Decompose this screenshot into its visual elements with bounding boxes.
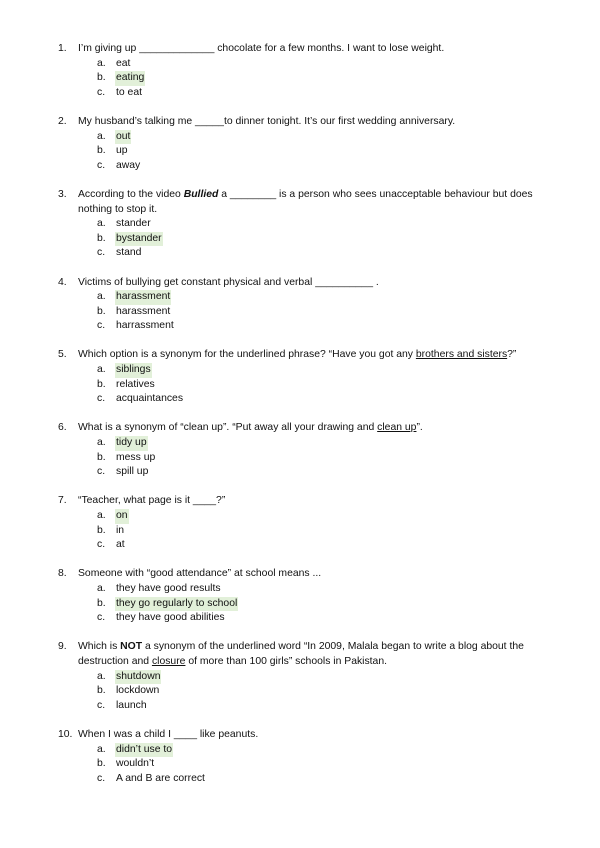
option-text: up: [116, 145, 128, 157]
answer-option: [97, 57, 558, 72]
option-letter: b.: [97, 378, 106, 390]
question-text: [78, 728, 558, 743]
question-text-part: a ________ is a person who sees unacceptable behaviour but does nothing to stop it.: [78, 188, 533, 215]
question-text-part: Someone with “good attendance” at school means ...: [78, 568, 322, 580]
underline: clean up: [377, 422, 417, 434]
question-number: 6.: [58, 422, 67, 434]
question-stem: [58, 728, 558, 743]
answer-option: [97, 743, 558, 758]
answer-option: [97, 232, 558, 247]
answer-options: [97, 57, 558, 101]
question-number: 7.: [58, 495, 67, 507]
question-7: [58, 494, 558, 552]
option-letter: b.: [97, 145, 106, 157]
answer-option: [97, 465, 558, 480]
answer-option: [97, 757, 558, 772]
answer-option: [97, 611, 558, 626]
option-letter: c.: [97, 612, 106, 624]
option-text: in: [116, 524, 125, 536]
question-6: [58, 421, 558, 479]
option-letter: c.: [97, 159, 106, 171]
option-text: launch: [116, 699, 147, 711]
answer-option: [97, 582, 558, 597]
answer-option: [97, 130, 558, 145]
option-letter: a.: [97, 57, 106, 69]
question-text: [78, 494, 558, 509]
question-number: 2.: [58, 115, 67, 127]
option-text-correct: harassment: [115, 290, 171, 305]
question-stem: [58, 42, 558, 57]
answer-option: [97, 144, 558, 159]
option-text: mess up: [116, 451, 156, 463]
question-stem: [58, 421, 558, 436]
question-number: 5.: [58, 349, 67, 361]
answer-option: [97, 319, 558, 334]
question-text-part: When I was a child I ____ like peanuts.: [78, 728, 259, 740]
option-letter: c.: [97, 393, 106, 405]
question-text-part: Which is: [78, 641, 121, 653]
question-5: [58, 348, 558, 406]
answer-options: [97, 290, 558, 334]
option-text-correct: tidy up: [115, 436, 148, 451]
option-text-correct: siblings: [115, 363, 152, 378]
option-text: lockdown: [116, 685, 160, 697]
question-text: [78, 115, 558, 130]
option-text-correct: shutdown: [115, 670, 161, 685]
answer-options: [97, 130, 558, 174]
option-letter: a.: [97, 510, 106, 521]
question-text-part: ?”: [507, 349, 517, 361]
question-text-part: Victims of bullying get constant physical and verbal __________ .: [78, 276, 379, 288]
option-letter: a.: [97, 130, 106, 142]
question-stem: [58, 567, 558, 582]
answer-option: [97, 597, 558, 612]
question-number: 8.: [58, 568, 67, 580]
answer-option: [97, 159, 558, 174]
question-stem: [58, 188, 558, 217]
underlined-phrase: [152, 656, 186, 667]
option-text: wouldn’t: [116, 758, 155, 770]
question-2: [58, 115, 558, 173]
option-letter: c.: [97, 539, 106, 551]
option-text: harassment: [116, 305, 171, 317]
option-text: stand: [116, 247, 142, 259]
question-text: [78, 188, 558, 217]
option-text: stander: [116, 218, 151, 230]
option-text: they have good abilities: [116, 612, 225, 624]
option-text: A and B are correct: [116, 772, 205, 784]
answer-option: [97, 392, 558, 407]
question-text-part: According to the video: [78, 188, 184, 200]
underline: closure: [151, 655, 186, 667]
question-3: [58, 188, 558, 261]
question-text: [78, 348, 558, 363]
option-text-correct: eating: [115, 71, 145, 86]
answer-options: [97, 436, 558, 480]
option-letter: b.: [97, 685, 106, 697]
question-4: [58, 276, 558, 334]
question-1: [58, 42, 558, 100]
question-stem: [58, 494, 558, 509]
question-10: [58, 728, 558, 786]
question-8: [58, 567, 558, 625]
option-text-correct: out: [115, 130, 131, 145]
answer-options: [97, 509, 558, 553]
answer-option: [97, 524, 558, 539]
option-letter: a.: [97, 364, 106, 376]
answer-option: [97, 436, 558, 451]
answer-option: [97, 86, 558, 101]
answer-option: [97, 246, 558, 261]
question-stem: [58, 640, 558, 669]
question-number: 1.: [58, 43, 67, 54]
option-text: relatives: [116, 378, 155, 390]
question-number: 10.: [58, 728, 73, 740]
option-letter: c.: [97, 320, 106, 332]
question-number: 3.: [58, 188, 67, 200]
answer-option: [97, 290, 558, 305]
question-text-part: My husband’s talking me _____to dinner tonight. It’s our first wedding anniversary.: [78, 115, 456, 127]
option-letter: a.: [97, 291, 106, 303]
question-stem: [58, 276, 558, 291]
option-text: eat: [116, 57, 131, 69]
option-text: harrassment: [116, 320, 174, 332]
answer-option: [97, 538, 558, 553]
answer-option: [97, 670, 558, 685]
emphasized-text: Bullied: [183, 188, 219, 200]
option-letter: c.: [97, 466, 106, 478]
option-letter: b.: [97, 524, 106, 536]
option-letter: c.: [97, 86, 106, 98]
question-9: [58, 640, 558, 713]
answer-options: [97, 670, 558, 714]
question-number: 9.: [58, 641, 67, 653]
option-text-correct: didn’t use to: [115, 743, 173, 758]
option-text: acquaintances: [116, 393, 184, 405]
option-text: at: [116, 539, 125, 551]
option-text-correct: bystander: [115, 232, 163, 247]
answer-option: [97, 699, 558, 714]
question-stem: [58, 348, 558, 363]
option-letter: b.: [97, 72, 106, 84]
option-text-correct: on: [115, 509, 129, 524]
answer-option: [97, 71, 558, 86]
answer-option: [97, 684, 558, 699]
option-letter: a.: [97, 437, 106, 449]
answer-options: [97, 582, 558, 626]
question-text-part: I’m giving up _____________ chocolate for a few months. I want to lose weight.: [78, 43, 445, 54]
question-stem: [58, 115, 558, 130]
answer-option: [97, 451, 558, 466]
emphasized-text: NOT: [120, 641, 143, 653]
option-letter: a.: [97, 670, 106, 682]
question-text: [78, 276, 558, 291]
option-text-correct: they go regularly to school: [115, 597, 238, 612]
quiz-document: [58, 42, 558, 801]
option-letter: b.: [97, 305, 106, 317]
option-letter: c.: [97, 772, 106, 784]
option-letter: b.: [97, 232, 106, 244]
question-number: 4.: [58, 276, 67, 288]
answer-option: [97, 217, 558, 232]
option-letter: b.: [97, 597, 106, 609]
answer-option: [97, 363, 558, 378]
question-text-part: of more than 100 girls” schools in Pakistan.: [185, 655, 387, 667]
answer-options: [97, 363, 558, 407]
option-letter: c.: [97, 699, 106, 711]
question-text: [78, 567, 558, 582]
underlined-phrase: [416, 349, 507, 360]
option-text: away: [116, 159, 141, 171]
answer-options: [97, 743, 558, 787]
question-text-part: a synonym of the underlined word “In 2009, Malala began to write a blog about the destruction and: [78, 641, 524, 667]
option-letter: b.: [97, 758, 106, 770]
answer-option: [97, 772, 558, 787]
option-letter: a.: [97, 218, 106, 230]
question-text: [78, 640, 558, 669]
answer-options: [97, 217, 558, 261]
question-text-part: ”.: [416, 422, 423, 434]
question-text: [78, 421, 558, 436]
option-letter: a.: [97, 582, 106, 594]
option-text: they have good results: [116, 582, 221, 594]
question-text-part: “Teacher, what page is it ____?”: [78, 495, 226, 507]
question-text-part: Which option is a synonym for the underlined phrase? “Have you got any: [78, 349, 416, 361]
option-letter: a.: [97, 743, 106, 755]
option-letter: c.: [97, 247, 106, 259]
underlined-phrase: [377, 422, 416, 433]
underline: brothers and sisters: [415, 349, 508, 361]
question-text: [78, 42, 558, 57]
answer-option: [97, 509, 558, 524]
answer-option: [97, 305, 558, 320]
question-text-part: What is a synonym of “clean up”. “Put away all your drawing and: [78, 422, 378, 434]
option-text: to eat: [116, 86, 142, 98]
answer-option: [97, 378, 558, 393]
option-text: spill up: [116, 466, 149, 478]
option-letter: b.: [97, 451, 106, 463]
